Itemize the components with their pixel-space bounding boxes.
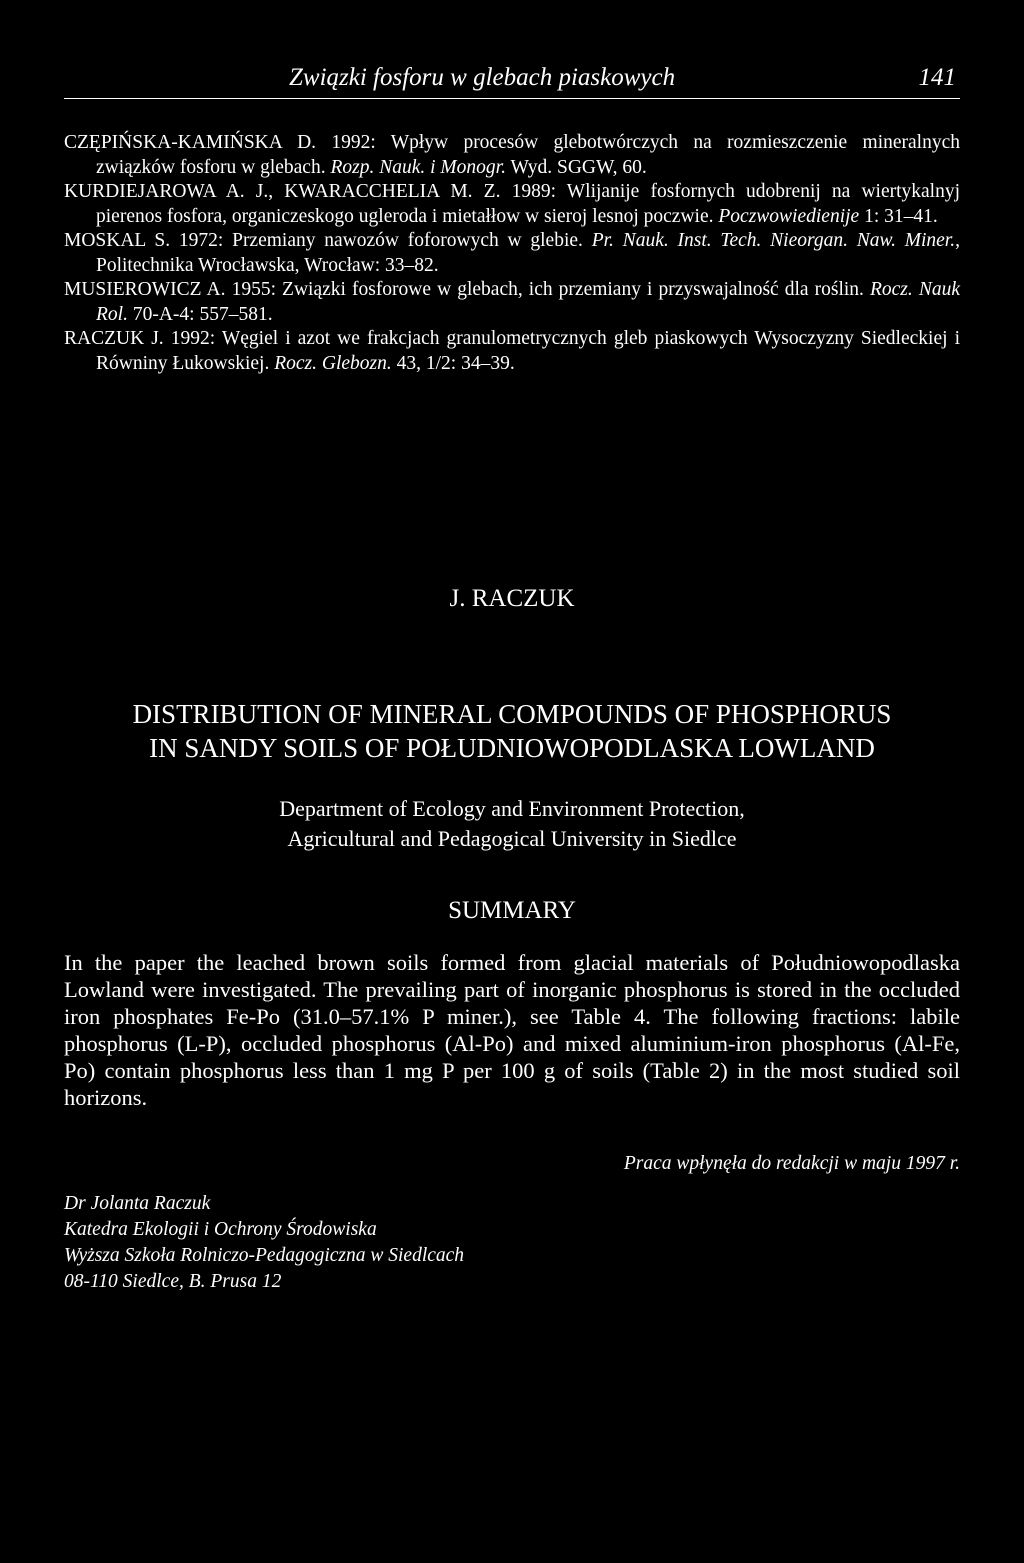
summary-text: In the paper the leached brown soils formed from glacial materials of Południowopodlaska Lowland were investigated. The prevailing part of inorganic phosphorus is stored in the occluded iron phosphates Fe-Po (31.0–57.1% P miner.), see Table 4. The following fractions: labile phosphorus (L-P), occluded phosphorus (Al-Po) and mixed aluminium-iron phosphorus (Al-Fe, Po) contain phosphorus less than 1 mg P per 100 g of soils (Table 2) in the most studied soil horizons. bbox=[64, 950, 960, 1110]
running-header bbox=[64, 64, 960, 99]
article-author: J. RACZUK bbox=[449, 585, 575, 612]
reference-item: MUSIEROWICZ A. 1955: Związki fosforowe w glebach, ich przemiany i przyswajalność dla roślin. Rocz. Nauk Rol. 70-A-4: 557–581. bbox=[64, 279, 960, 325]
author-address bbox=[64, 1191, 464, 1295]
address-line: Wyższa Szkoła Rolniczo-Pedagogiczna w Siedlcach bbox=[64, 1245, 465, 1266]
address-line: Katedra Ekologii i Ochrony Środowiska bbox=[64, 1219, 377, 1240]
reference-list bbox=[64, 131, 960, 376]
reference-item: CZĘPIŃSKA-KAMIŃSKA D. 1992: Wpływ procesów glebotwórczych na rozmieszczenie mineralnych związków fosforu w glebach. Rozp. Nauk. i Monogr. Wyd. SGGW, 60. bbox=[64, 132, 960, 178]
reference-item: KURDIEJAROWA A. J., KWARACCHELIA M. Z. 1989: Wlijanije fosfornych udobrenij na wiertykalnyj pierenos fosfora, organiczeskogo ugleroda i mietałłow w sieroj lesnoj poczwie. Poczwowiedienije 1: 31–41. bbox=[64, 181, 960, 227]
received-note: Praca wpłynęła do redakcji w maju 1997 r. bbox=[623, 1153, 960, 1174]
article-title-line: DISTRIBUTION OF MINERAL COMPOUNDS OF PHOSPHORUS bbox=[132, 699, 892, 729]
affiliation bbox=[0, 794, 1024, 854]
article-title bbox=[40, 697, 984, 765]
address-line: Dr Jolanta Raczuk bbox=[64, 1193, 211, 1214]
running-title: Związki fosforu w glebach piaskowych bbox=[289, 64, 676, 91]
article-title-line: IN SANDY SOILS OF POŁUDNIOWOPODLASKA LOWLAND bbox=[149, 733, 875, 763]
reference-item: MOSKAL S. 1972: Przemiany nawozów foforowych w glebie. Pr. Nauk. Inst. Tech. Nieorgan. Naw. Miner., Politechnika Wrocławska, Wrocław: 33–82. bbox=[64, 230, 960, 276]
reference-item: RACZUK J. 1992: Węgiel i azot we frakcjach granulometrycznych gleb piaskowych Wysoczyzny Siedleckiej i Równiny Łukowskiej. Rocz. Glebozn. 43, 1/2: 34–39. bbox=[64, 328, 960, 374]
address-line: 08-110 Siedlce, B. Prusa 12 bbox=[64, 1271, 282, 1292]
page-number: 141 bbox=[918, 64, 956, 91]
affiliation-line: Agricultural and Pedagogical University in Siedlce bbox=[287, 826, 737, 851]
summary-heading: SUMMARY bbox=[448, 897, 576, 924]
affiliation-line: Department of Ecology and Environment Protection, bbox=[279, 796, 745, 821]
